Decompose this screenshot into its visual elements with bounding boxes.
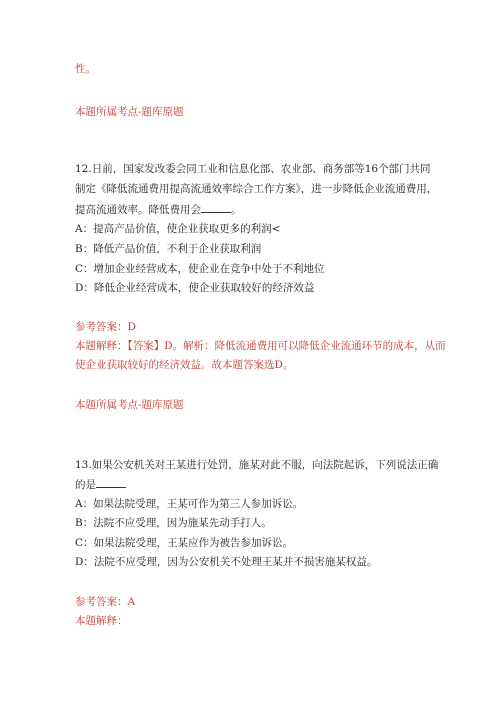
question-13-line-2-text: 的是: [75, 479, 96, 491]
option-d: D：降低企业经营成本，使企业获取较好的经济效益: [75, 282, 315, 294]
section-label: 本题所属考点-题库原题: [75, 399, 184, 411]
option-c: C：如果法院受理，王某应作为被告参加诉讼。: [75, 537, 294, 549]
analysis-line-2: 使企业获取较好的经济效益。故本题答案选D。: [75, 359, 294, 371]
question-12-line-1: 12.日前，国家发改委会同工业和信息化部、农业部、商务部等16个部门共同: [75, 163, 431, 175]
question-12-line-3-text: 提高流通效率。降低费用会: [75, 204, 201, 216]
reference-answer: 参考答案：A: [75, 596, 136, 608]
answer-blank: [96, 477, 126, 488]
question-12-line-3: [75, 202, 242, 217]
answer-blank: [201, 202, 231, 213]
option-d: D：法院不应受理，因为公安机关不处理王某并不损害施某权益。: [75, 556, 378, 568]
question-13-line-2: [75, 477, 126, 492]
section-label: 本题所属考点-题库原题: [75, 106, 184, 118]
previous-answer-fragment: 性。: [75, 63, 96, 75]
option-a: A：如果法院受理，王某可作为第三人参加诉讼。: [75, 498, 304, 510]
question-12-line-2: 制定《降低流通费用提高流通效率综合工作方案》，进一步降低企业流通费用，: [75, 183, 438, 195]
analysis-label: 本题解释：: [75, 615, 128, 627]
reference-answer: 参考答案：D: [75, 321, 136, 333]
option-a: A：提高产品价值，使企业获取更多的利润<: [75, 223, 281, 235]
option-c: C：增加企业经营成本，使企业在竞争中处于不利地位: [75, 263, 325, 275]
question-13-line-1: 13.如果公安机关对王某进行处罚，施某对此不服，向法院起诉，下列说法正确: [75, 459, 439, 471]
analysis-line-1: 本题解释：【答案】D。解析：降低流通费用可以降低企业流通环节的成本，从而: [75, 340, 446, 352]
option-b: B：法院不应受理，因为施某先动手打人。: [75, 517, 272, 529]
question-12-line-3-end: 。: [231, 204, 242, 216]
option-b: B：降低产品价值，不利于企业获取利润: [75, 243, 262, 255]
